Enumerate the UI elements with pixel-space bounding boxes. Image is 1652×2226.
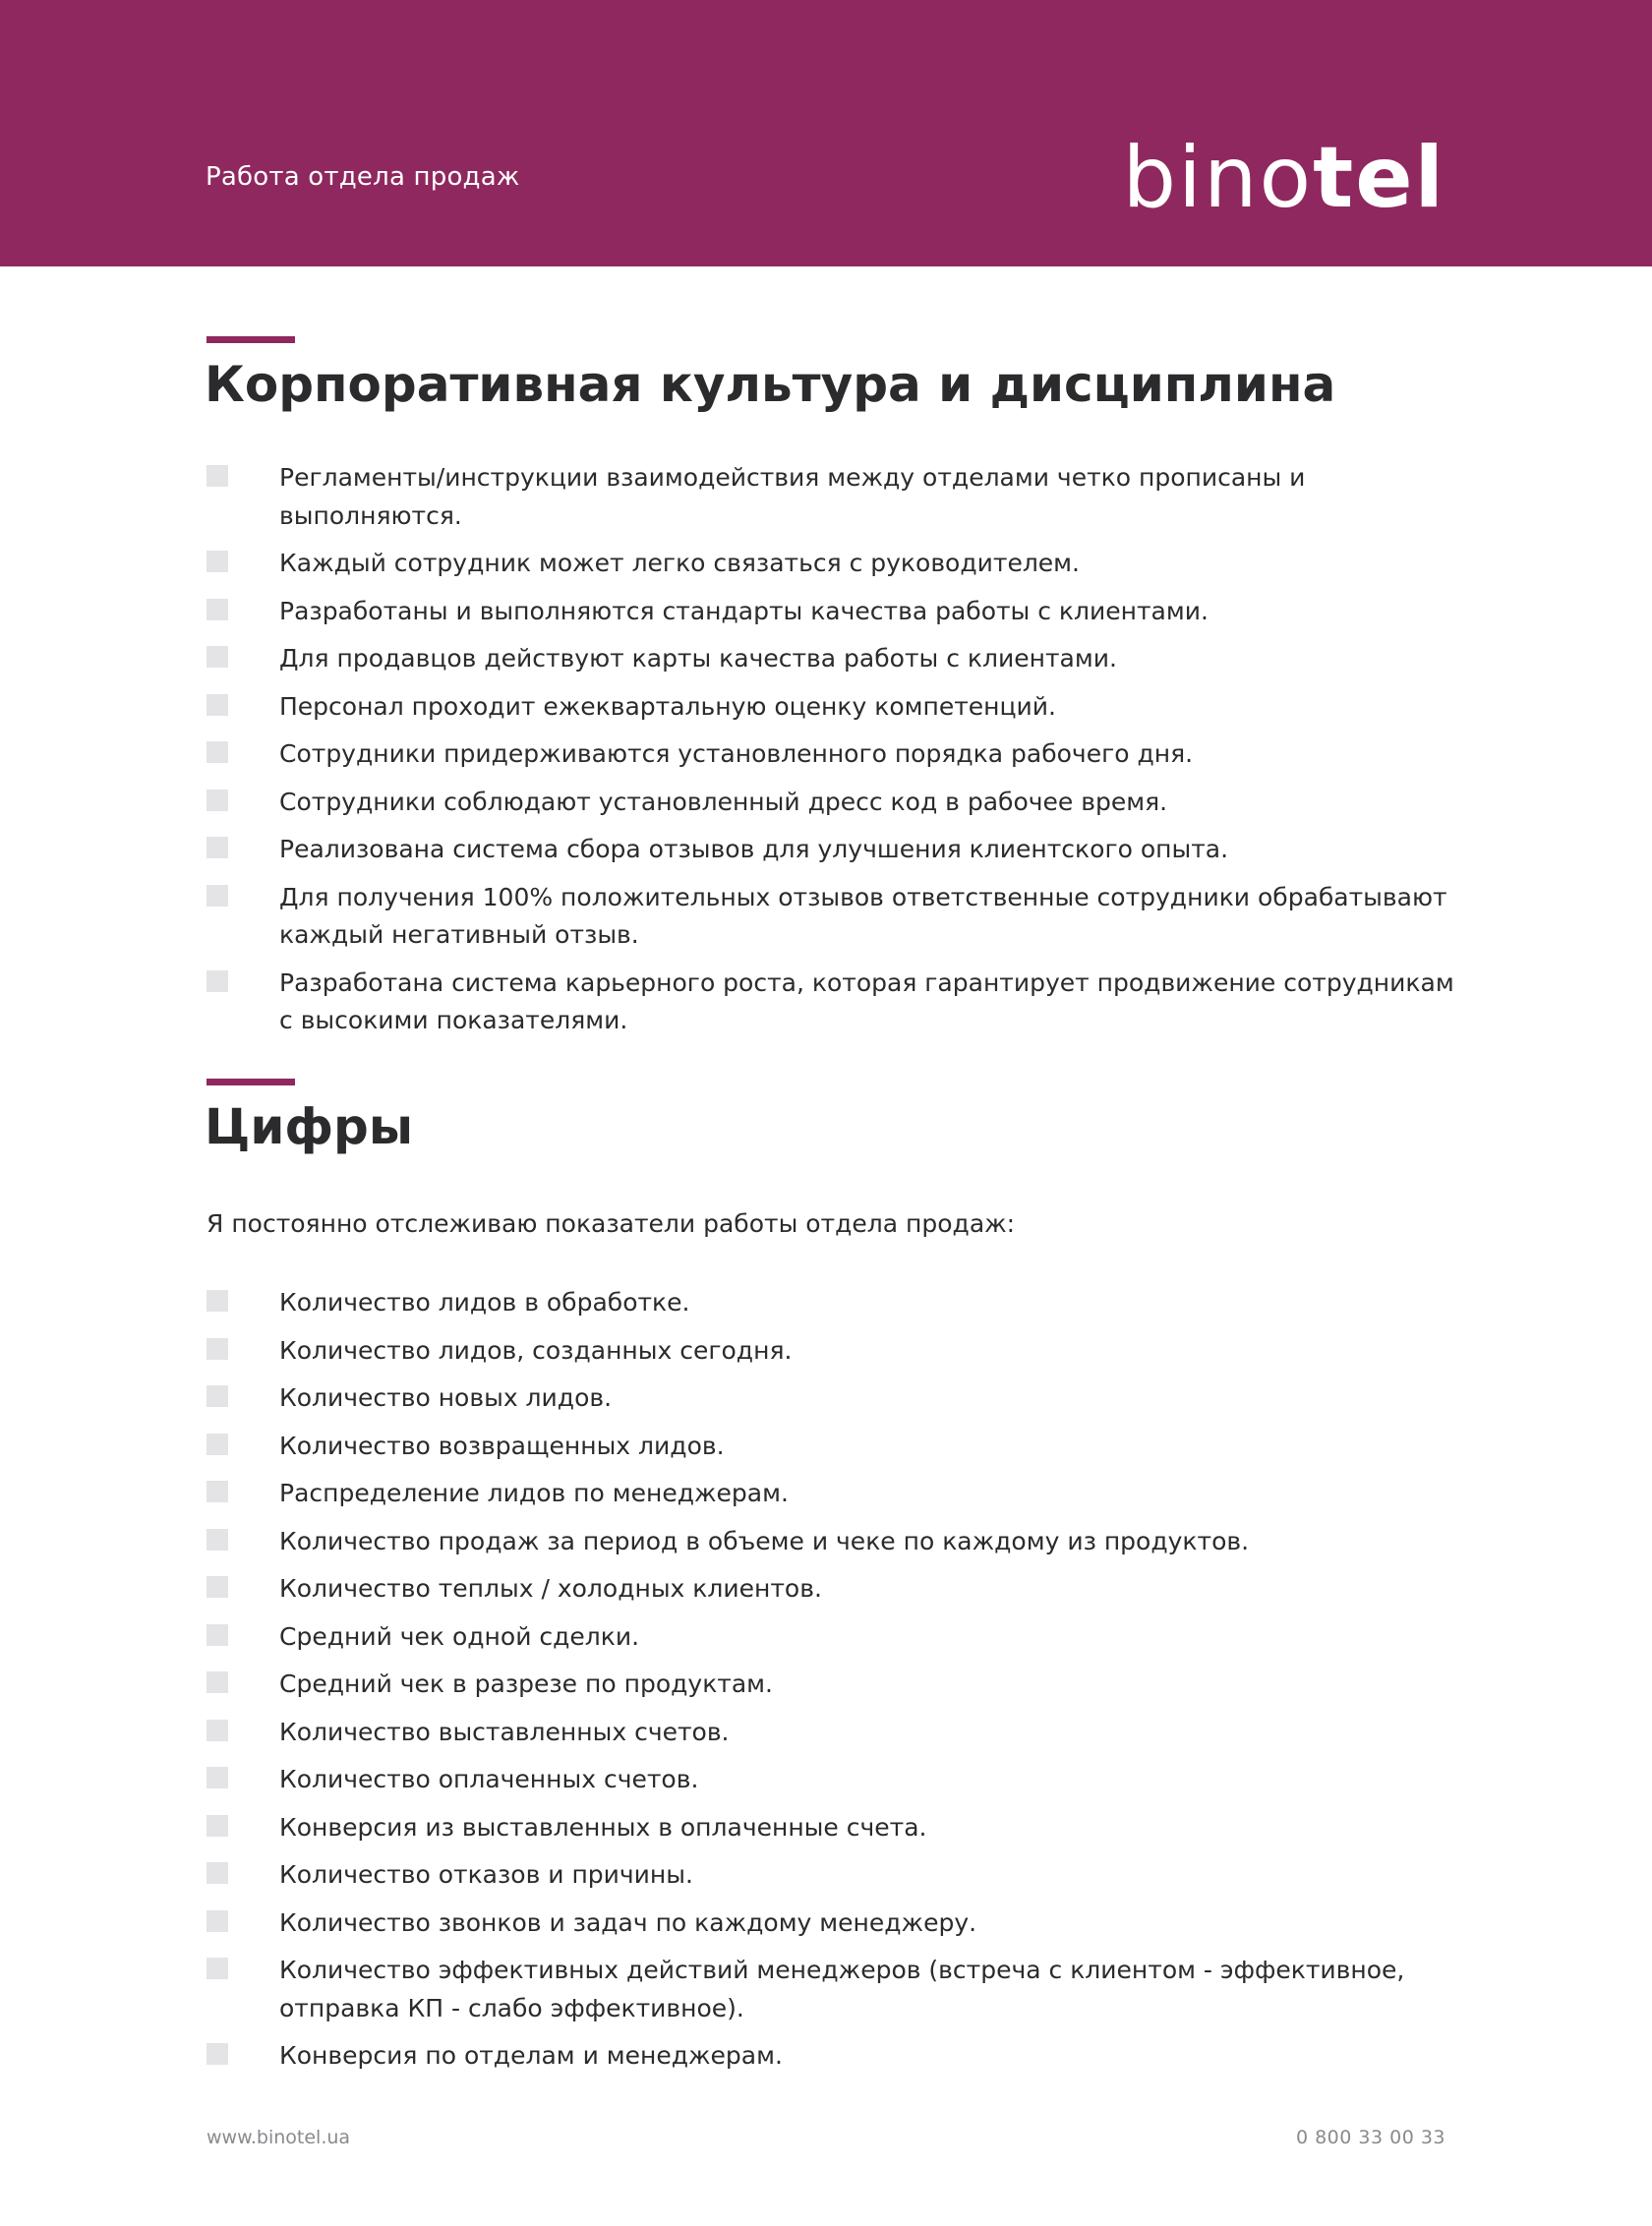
checklist-item <box>206 2037 1455 2076</box>
checklist-item-text: Сотрудники придерживаются установленного порядка рабочего дня. <box>279 739 1194 768</box>
checkbox-icon[interactable] <box>206 599 228 620</box>
checklist-numbers <box>206 1284 1455 2085</box>
checkbox-icon[interactable] <box>206 1290 228 1312</box>
checklist-item <box>206 879 1455 955</box>
checkbox-icon[interactable] <box>206 1815 228 1837</box>
section-title-numbers: Цифры <box>205 1098 414 1155</box>
checklist-item <box>206 1475 1455 1513</box>
checklist-item-text: Реализована система сбора отзывов для улучшения клиентского опыта. <box>279 835 1229 863</box>
checklist-item-text: Количество теплых / холодных клиентов. <box>279 1574 822 1603</box>
checklist-item <box>206 688 1455 727</box>
checklist-item <box>206 459 1455 535</box>
checkbox-icon[interactable] <box>206 646 228 668</box>
checkbox-icon[interactable] <box>206 1958 228 1979</box>
checkbox-icon[interactable] <box>206 1529 228 1551</box>
logo-text-bold: tel <box>1313 129 1446 227</box>
binotel-logo <box>1122 129 1446 227</box>
checkbox-icon[interactable] <box>206 551 228 572</box>
checklist-item <box>206 1570 1455 1609</box>
checklist-item-text: Разработана система карьерного роста, которая гарантирует продвижение сотрудникам с высокими показателями. <box>279 967 1454 1034</box>
checklist-item-text: Количество оплаченных счетов. <box>279 1765 699 1793</box>
checklist-culture <box>206 459 1455 1050</box>
checklist-item-text: Количество звонков и задач по каждому менеджеру. <box>279 1907 977 1937</box>
checkbox-icon[interactable] <box>206 2043 228 2065</box>
checklist-item <box>206 593 1455 631</box>
checkbox-icon[interactable] <box>206 1720 228 1741</box>
checklist-item <box>206 640 1455 678</box>
checkbox-icon[interactable] <box>206 1671 228 1693</box>
checklist-item <box>206 1523 1455 1561</box>
checklist-item-text: Разработаны и выполняются стандарты качества работы с клиентами. <box>279 596 1209 625</box>
checklist-item <box>206 1284 1455 1322</box>
checklist-item-text: Сотрудники соблюдают установленный дресс код в рабочее время. <box>279 787 1168 816</box>
checklist-item <box>206 1379 1455 1418</box>
checkbox-icon[interactable] <box>206 1338 228 1360</box>
checkbox-icon[interactable] <box>206 741 228 763</box>
section-accent-bar <box>206 1079 295 1085</box>
checklist-item <box>206 831 1455 869</box>
checklist-item <box>206 784 1455 822</box>
checkbox-icon[interactable] <box>206 1434 228 1455</box>
checklist-item-text: Средний чек в разрезе по продуктам. <box>279 1670 773 1698</box>
checkbox-icon[interactable] <box>206 837 228 858</box>
checklist-item <box>206 965 1455 1040</box>
checkbox-icon[interactable] <box>206 790 228 811</box>
checklist-item-text: Каждый сотрудник может легко связаться с руководителем. <box>279 549 1080 577</box>
checklist-item-text: Для продавцов действуют карты качества работы с клиентами. <box>279 644 1117 673</box>
checkbox-icon[interactable] <box>206 465 228 487</box>
section-accent-bar <box>206 336 295 343</box>
checklist-item <box>206 545 1455 583</box>
checklist-item <box>206 1809 1455 1847</box>
checklist-item-text: Регламенты/инструкции взаимодействия между отделами четко прописаны и выполняются. <box>279 463 1306 530</box>
checklist-item-text: Количество отказов и причины. <box>279 1860 693 1889</box>
checkbox-icon[interactable] <box>206 1910 228 1932</box>
checklist-item-text: Количество возвращенных лидов. <box>279 1431 725 1460</box>
checklist-item-text: Количество лидов, созданных сегодня. <box>279 1335 793 1365</box>
checkbox-icon[interactable] <box>206 1862 228 1884</box>
checkbox-icon[interactable] <box>206 694 228 716</box>
checklist-item <box>206 735 1455 774</box>
checkbox-icon[interactable] <box>206 1767 228 1788</box>
checklist-item-text: Количество выставленных счетов. <box>279 1717 730 1746</box>
checklist-item-text: Средний чек одной сделки. <box>279 1621 640 1651</box>
checklist-item <box>206 1714 1455 1752</box>
checklist-item <box>206 1332 1455 1371</box>
checklist-item <box>206 1428 1455 1466</box>
checkbox-icon[interactable] <box>206 1576 228 1598</box>
checkbox-icon[interactable] <box>206 1624 228 1646</box>
section-intro-text: Я постоянно отслеживаю показатели работы отдела продаж: <box>206 1209 1016 1238</box>
checklist-item-text: Количество лидов в обработке. <box>279 1288 690 1317</box>
checklist-item <box>206 1904 1455 1943</box>
checklist-item-text: Количество продаж за период в объеме и чеке по каждому из продуктов. <box>279 1526 1250 1555</box>
checkbox-icon[interactable] <box>206 885 228 907</box>
checklist-item <box>206 1666 1455 1704</box>
checklist-item <box>206 1761 1455 1799</box>
checklist-item-text: Количество новых лидов. <box>279 1383 613 1412</box>
checklist-item <box>206 1856 1455 1895</box>
page-header <box>0 0 1652 266</box>
section-title-culture: Корпоративная культура и дисциплина <box>205 356 1336 413</box>
checklist-item-text: Для получения 100% положительных отзывов ответственные сотрудники обрабатывают каждый негативный отзыв. <box>279 882 1447 949</box>
checkbox-icon[interactable] <box>206 970 228 992</box>
checklist-item <box>206 1618 1455 1657</box>
header-title: Работа отдела продаж <box>206 162 520 192</box>
footer-phone: 0 800 33 00 33 <box>1295 2127 1446 2148</box>
checklist-item-text: Персонал проходит ежеквартальную оценку компетенций. <box>279 691 1056 721</box>
checklist-item <box>206 1952 1455 2027</box>
checklist-item-text: Конверсия по отделам и менеджерам. <box>279 2041 783 2070</box>
checkbox-icon[interactable] <box>206 1385 228 1407</box>
checklist-item-text: Конверсия из выставленных в оплаченные счета. <box>279 1812 927 1842</box>
logo-text-light: bino <box>1122 129 1314 227</box>
checklist-item-text: Распределение лидов по менеджерам. <box>279 1479 789 1507</box>
footer-website[interactable]: www.binotel.ua <box>206 2127 351 2148</box>
checkbox-icon[interactable] <box>206 1481 228 1502</box>
checklist-item-text: Количество эффективных действий менеджеров (встреча с клиентом - эффективное, отправка КП - слабо эффективное). <box>279 1956 1405 2022</box>
